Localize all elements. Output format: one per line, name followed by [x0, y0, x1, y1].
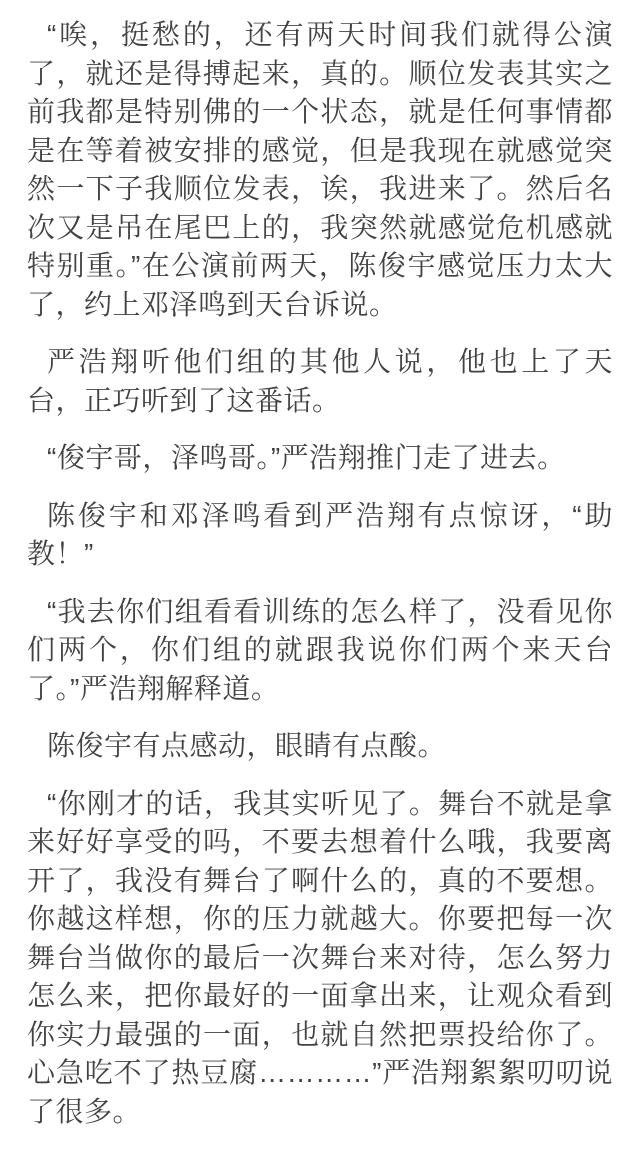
paragraph: 陈俊宇有点感动，眼睛有点酸。	[47, 730, 447, 761]
paragraph: “唉，挺愁的，还有两天时间我们就得公演了，就还是得搏起来，真的。顺位发表其实之前我都是特别佛的一个状态，就是任何事情都是在等着被安排的感觉，但是我现在就感觉突然一下子我顺位发表，诶，我进来了。然后名次又是吊在尾巴上的，我突然就感觉危机感就特别重。”在公演前两天，陈俊宇感觉压力太大了，约上邓泽鸣到天台诉说。	[27, 19, 613, 320]
paragraph: 陈俊宇和邓泽鸣看到严浩翔有点惊讶，“助教！”	[27, 499, 613, 569]
paragraph: “你刚才的话，我其实听见了。舞台不就是拿来好好享受的吗，不要去想着什么哦，我要离开了，我没有舞台了啊什么的，真的不要想。你越这样想，你的压力就越大。你要把每一次舞台当做你的最后一次舞台来对待，怎么努力怎么来，把你最好的一面拿出来，让观众看到你实力最强的一面，也就自然把票投给你了。心急吃不了热豆腐…………”严浩翔絮絮叨叨说了很多。	[27, 787, 613, 1127]
paragraph: 严浩翔听他们组的其他人说，他也上了天台，正巧听到了这番话。	[27, 346, 613, 416]
paragraph: “俊宇哥，泽鸣哥。”严浩翔推门走了进去。	[47, 442, 566, 473]
story-text-body	[27, 16, 613, 1131]
paragraph: “我去你们组看看训练的怎么样了，没看见你们两个，你们组的就跟我说你们两个来天台了。”严浩翔解释道。	[27, 595, 613, 704]
